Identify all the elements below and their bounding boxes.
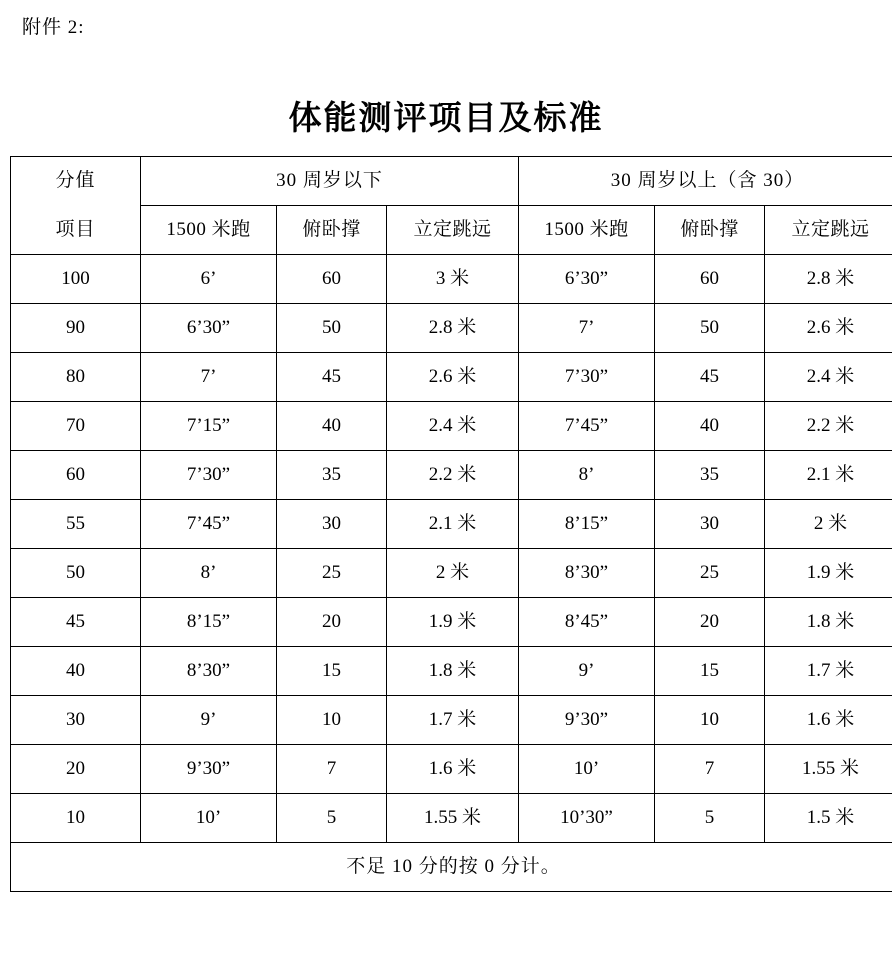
table-row	[11, 696, 892, 745]
sub-header-u30-longjump: 立定跳远	[387, 206, 519, 255]
cell-u30-longjump: 2.8 米	[387, 304, 519, 353]
cell-u30-longjump: 2.2 米	[387, 451, 519, 500]
cell-u30-pushup: 20	[277, 598, 387, 647]
table-row	[11, 402, 892, 451]
table-row	[11, 647, 892, 696]
cell-score: 20	[11, 745, 141, 794]
cell-u30-pushup: 45	[277, 353, 387, 402]
cell-o30-pushup: 25	[655, 549, 765, 598]
cell-o30-longjump: 1.8 米	[765, 598, 892, 647]
cell-o30-run: 8’15”	[519, 500, 655, 549]
fitness-standards-table	[10, 156, 892, 892]
cell-o30-longjump: 1.7 米	[765, 647, 892, 696]
table-row	[11, 451, 892, 500]
cell-score: 45	[11, 598, 141, 647]
cell-o30-longjump: 2.4 米	[765, 353, 892, 402]
cell-o30-run: 10’	[519, 745, 655, 794]
corner-score-label: 分值	[55, 169, 96, 191]
table-row	[11, 794, 892, 843]
cell-score: 80	[11, 353, 141, 402]
cell-score: 70	[11, 402, 141, 451]
cell-u30-run: 9’	[141, 696, 277, 745]
cell-o30-longjump: 1.6 米	[765, 696, 892, 745]
table-row	[11, 549, 892, 598]
cell-o30-run: 8’30”	[519, 549, 655, 598]
cell-u30-run: 10’	[141, 794, 277, 843]
cell-score: 90	[11, 304, 141, 353]
cell-u30-run: 7’45”	[141, 500, 277, 549]
cell-score: 10	[11, 794, 141, 843]
cell-u30-longjump: 2.6 米	[387, 353, 519, 402]
cell-o30-longjump: 2.6 米	[765, 304, 892, 353]
cell-u30-longjump: 2 米	[387, 549, 519, 598]
cell-o30-run: 10’30”	[519, 794, 655, 843]
cell-o30-pushup: 30	[655, 500, 765, 549]
cell-u30-pushup: 15	[277, 647, 387, 696]
cell-u30-run: 6’30”	[141, 304, 277, 353]
cell-u30-longjump: 1.55 米	[387, 794, 519, 843]
cell-u30-longjump: 1.8 米	[387, 647, 519, 696]
table-row	[11, 598, 892, 647]
cell-u30-longjump: 2.4 米	[387, 402, 519, 451]
cell-score: 100	[11, 255, 141, 304]
cell-u30-longjump: 1.7 米	[387, 696, 519, 745]
cell-u30-longjump: 1.6 米	[387, 745, 519, 794]
cell-o30-run: 7’	[519, 304, 655, 353]
group-header-under-30: 30 周岁以下	[141, 157, 519, 206]
cell-o30-pushup: 5	[655, 794, 765, 843]
cell-u30-pushup: 50	[277, 304, 387, 353]
cell-u30-longjump: 3 米	[387, 255, 519, 304]
page-title: 体能测评项目及标准	[288, 101, 604, 137]
cell-o30-run: 8’45”	[519, 598, 655, 647]
cell-o30-run: 9’	[519, 647, 655, 696]
cell-u30-pushup: 25	[277, 549, 387, 598]
cell-o30-pushup: 60	[655, 255, 765, 304]
table-row	[11, 304, 892, 353]
cell-o30-run: 7’45”	[519, 402, 655, 451]
cell-u30-run: 6’	[141, 255, 277, 304]
table-header-row-groups	[11, 157, 892, 206]
cell-o30-longjump: 2.2 米	[765, 402, 892, 451]
table-header-row-subs	[11, 206, 892, 255]
cell-u30-run: 7’15”	[141, 402, 277, 451]
cell-o30-pushup: 35	[655, 451, 765, 500]
cell-o30-run: 9’30”	[519, 696, 655, 745]
cell-score: 30	[11, 696, 141, 745]
cell-o30-longjump: 1.55 米	[765, 745, 892, 794]
cell-score: 60	[11, 451, 141, 500]
cell-o30-longjump: 2 米	[765, 500, 892, 549]
sub-header-u30-pushup: 俯卧撑	[277, 206, 387, 255]
cell-u30-pushup: 40	[277, 402, 387, 451]
cell-o30-longjump: 1.9 米	[765, 549, 892, 598]
table-footer-row	[11, 843, 892, 892]
cell-o30-pushup: 50	[655, 304, 765, 353]
corner-item-label: 项目	[55, 218, 96, 240]
cell-u30-pushup: 5	[277, 794, 387, 843]
group-header-over-30: 30 周岁以上（含 30）	[519, 157, 892, 206]
table-row	[11, 500, 892, 549]
cell-o30-pushup: 7	[655, 745, 765, 794]
cell-u30-longjump: 1.9 米	[387, 598, 519, 647]
cell-u30-pushup: 35	[277, 451, 387, 500]
cell-u30-run: 7’	[141, 353, 277, 402]
cell-o30-longjump: 2.8 米	[765, 255, 892, 304]
cell-score: 40	[11, 647, 141, 696]
cell-u30-run: 7’30”	[141, 451, 277, 500]
cell-u30-pushup: 60	[277, 255, 387, 304]
cell-o30-pushup: 45	[655, 353, 765, 402]
cell-o30-run: 8’	[519, 451, 655, 500]
cell-o30-run: 7’30”	[519, 353, 655, 402]
footer-note: 不足 10 分的按 0 分计。	[11, 843, 892, 892]
cell-o30-longjump: 1.5 米	[765, 794, 892, 843]
sub-header-u30-run: 1500 米跑	[141, 206, 277, 255]
table-corner-header	[11, 157, 141, 255]
table-row	[11, 353, 892, 402]
cell-u30-run: 8’	[141, 549, 277, 598]
cell-u30-pushup: 7	[277, 745, 387, 794]
cell-u30-pushup: 30	[277, 500, 387, 549]
cell-u30-run: 8’15”	[141, 598, 277, 647]
cell-o30-run: 6’30”	[519, 255, 655, 304]
cell-score: 50	[11, 549, 141, 598]
cell-u30-pushup: 10	[277, 696, 387, 745]
cell-o30-pushup: 40	[655, 402, 765, 451]
cell-u30-longjump: 2.1 米	[387, 500, 519, 549]
sub-header-o30-longjump: 立定跳远	[765, 206, 892, 255]
attachment-label: 附件 2:	[22, 17, 85, 38]
cell-score: 55	[11, 500, 141, 549]
table-row	[11, 745, 892, 794]
cell-o30-longjump: 2.1 米	[765, 451, 892, 500]
sub-header-o30-pushup: 俯卧撑	[655, 206, 765, 255]
cell-o30-pushup: 10	[655, 696, 765, 745]
cell-o30-pushup: 15	[655, 647, 765, 696]
sub-header-o30-run: 1500 米跑	[519, 206, 655, 255]
cell-u30-run: 9’30”	[141, 745, 277, 794]
table-row	[11, 255, 892, 304]
cell-u30-run: 8’30”	[141, 647, 277, 696]
cell-o30-pushup: 20	[655, 598, 765, 647]
